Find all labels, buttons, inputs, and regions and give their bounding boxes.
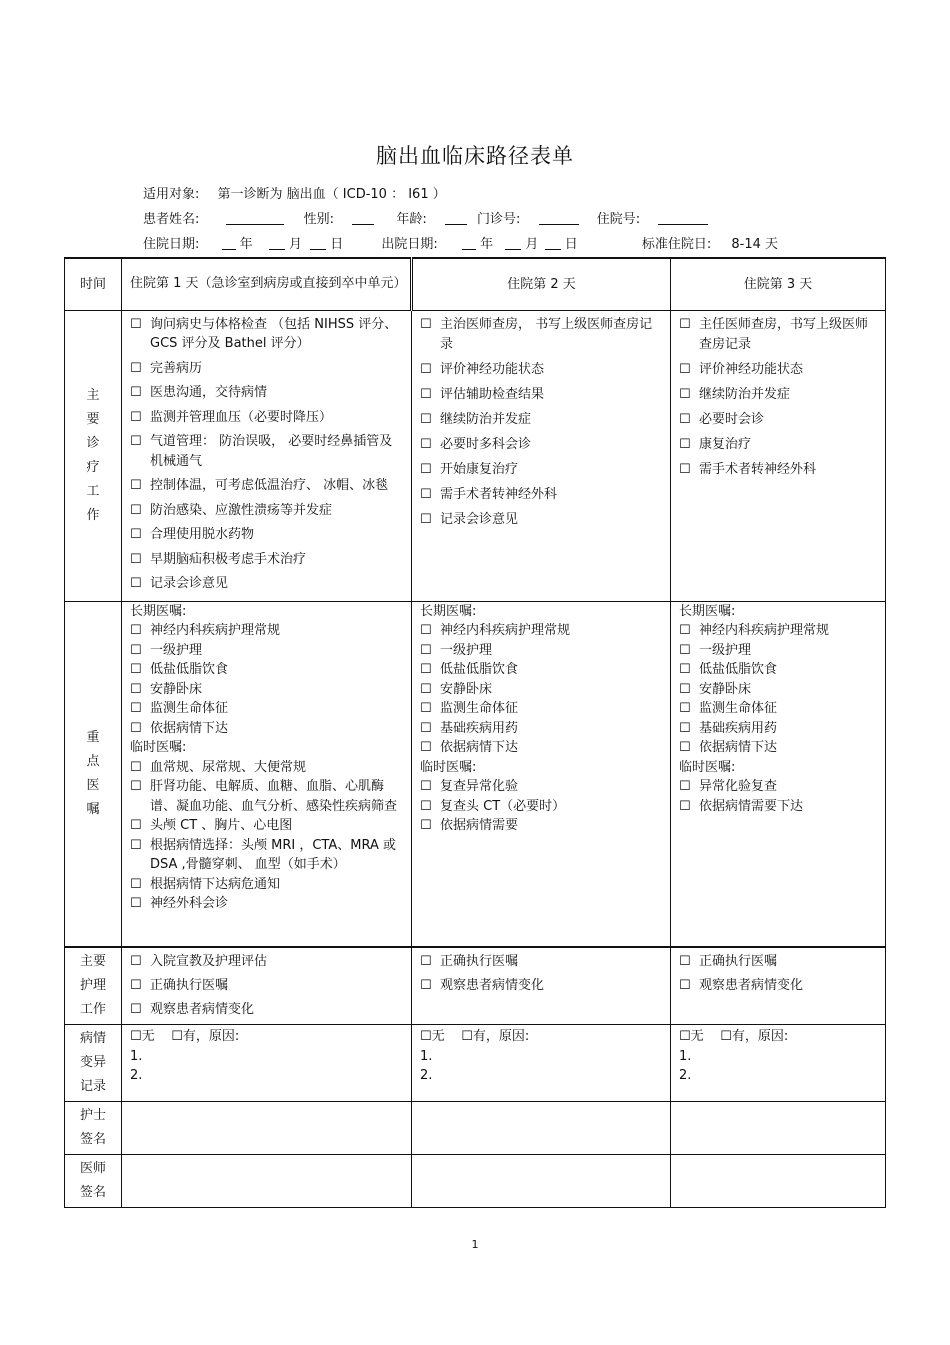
checklist-item — [130, 432, 403, 471]
checkbox[interactable]: ☐ — [679, 779, 691, 794]
checklist-item — [679, 699, 877, 719]
checklist-item-text: 基础疾病用药 — [440, 720, 519, 736]
checkbox[interactable]: ☐ — [420, 740, 432, 755]
temp-orders-label: 临时医嘱: — [130, 740, 187, 755]
checklist-item — [679, 410, 877, 430]
checklist-item — [420, 797, 662, 817]
orders-label: 重 点 医 嘱 — [86, 729, 100, 817]
checklist-item-text: 基础疾病用药 — [699, 720, 778, 736]
checklist-item-text: 需手术者转神经外科 — [699, 461, 817, 477]
row-label-main-work — [65, 310, 122, 601]
checklist-item-text: 安静卧床 — [699, 681, 752, 697]
checklist-item-text: 正确执行医嘱 — [150, 978, 229, 993]
checklist-item — [130, 550, 403, 570]
applicable-value: 第一诊断为 脑出血（ ICD-10 ： I61 ） — [217, 187, 446, 202]
nursing-label: 主要 护理 工作 — [79, 954, 106, 1017]
doctor-sign-label: 医师 签名 — [79, 1161, 106, 1200]
row-label-nurse-sign — [65, 1102, 122, 1155]
long-orders-label: 长期医嘱: — [420, 603, 477, 619]
checklist-item-text: 低盐低脂饮食 — [699, 662, 778, 677]
checklist-item-text: 低盐低脂饮食 — [150, 662, 229, 677]
inpatient-label: 住院号: — [596, 212, 641, 227]
checkbox[interactable]: ☐ — [420, 818, 432, 833]
orders-day2 — [412, 601, 671, 947]
patient-name-field[interactable] — [226, 211, 284, 225]
checkbox[interactable]: ☐ — [130, 551, 142, 567]
admit-day-field[interactable] — [310, 236, 326, 250]
checkbox[interactable]: ☐ — [679, 662, 691, 677]
checklist-item-text: 记录会诊意见 — [440, 511, 519, 527]
checkbox[interactable]: ☐ — [679, 954, 691, 969]
checkbox[interactable]: ☐ — [130, 385, 142, 400]
checklist-item-text: 监测生命体征 — [150, 701, 229, 716]
nursing-day1 — [122, 947, 412, 1025]
checklist-item — [420, 510, 662, 530]
checklist-item-text: 控制体温，可考虑低温治疗、 冰帽、冰毯 — [150, 478, 389, 493]
checklist-item-text: 气道管理： 防治误吸， 必要时经鼻插管及机械通气 — [150, 434, 393, 469]
nurse-sign-day2[interactable] — [412, 1102, 671, 1155]
checklist-item-text: 监测并管理血压（必要时降压） — [150, 409, 333, 425]
admit-day-unit: 日 — [330, 237, 344, 252]
page-title: 脑出血临床路径表单 — [376, 144, 574, 168]
nurse-sign-day3[interactable] — [671, 1102, 886, 1155]
checkbox[interactable]: ☐ — [130, 837, 142, 853]
checklist-item — [679, 460, 877, 480]
checklist-item-text: 肝肾功能、电解质、血糖、血脂、心肌酶谱、凝血功能、血气分析、感染性疾病筛查 — [150, 779, 398, 814]
checkbox[interactable]: ☐ — [679, 720, 691, 736]
checklist-item — [679, 360, 877, 380]
checkbox[interactable]: ☐ — [130, 527, 142, 542]
checklist-item-text: 复查异常化验 — [440, 779, 519, 794]
checklist-item-text: 异常化验复查 — [699, 779, 778, 794]
temp-orders-label: 临时医嘱: — [420, 759, 477, 775]
variance-line-1: 1. — [420, 1048, 433, 1064]
checklist-item-text: 询问病史与体格检查 （包括 NIHSS 评分、 GCS 评分及 Bathel 评分） — [150, 316, 398, 351]
checklist-item-text: 合理使用脱水药物 — [150, 527, 255, 542]
checkbox[interactable]: ☐ — [420, 461, 432, 477]
checklist-item — [420, 385, 662, 405]
checklist-item — [130, 621, 403, 641]
checklist-item-text: 依据病情需要 — [440, 818, 519, 833]
checklist-item — [420, 660, 662, 680]
checklist-item — [420, 621, 662, 641]
checkbox[interactable]: ☐ — [679, 316, 691, 332]
checklist-item-text: 神经内科疾病护理常规 — [150, 623, 281, 638]
checkbox[interactable]: ☐ — [130, 818, 142, 833]
checkbox[interactable]: ☐ — [420, 701, 432, 716]
checklist-item — [420, 485, 662, 505]
checklist-item-text: 监测生命体征 — [440, 701, 519, 716]
checklist-item — [420, 680, 662, 700]
variance-no-option[interactable]: ☐无 — [130, 1029, 155, 1044]
checklist-item-text: 观察患者病情变化 — [440, 978, 545, 993]
checklist-item-text: 一级护理 — [440, 642, 493, 658]
checklist-item-text: 需手术者转神经外科 — [440, 486, 558, 502]
variance-line-2: 2. — [420, 1068, 433, 1083]
checklist-item — [130, 998, 403, 1022]
checklist-item-text: 神经内科疾病护理常规 — [440, 623, 571, 638]
checkbox[interactable]: ☐ — [130, 720, 142, 736]
checklist-item-text: 记录会诊意见 — [150, 576, 229, 591]
checklist-item — [420, 719, 662, 739]
checklist-item-text: 评价神经功能状态 — [699, 361, 804, 377]
checklist-item-text: 完善病历 — [150, 360, 203, 376]
checklist-item — [420, 950, 662, 974]
checkbox[interactable]: ☐ — [130, 478, 142, 493]
patient-line — [143, 208, 708, 227]
checklist-item-text: 正确执行医嘱 — [440, 954, 519, 969]
checklist-item-text: 继续防治并发症 — [440, 411, 532, 427]
discharge-year-unit: 年 — [480, 237, 494, 252]
checkbox[interactable]: ☐ — [130, 759, 142, 775]
checklist-item — [679, 385, 877, 405]
admit-year-unit: 年 — [239, 237, 253, 252]
inpatient-field[interactable] — [658, 211, 708, 225]
admit-year-field[interactable] — [222, 236, 236, 250]
checklist-item — [420, 435, 662, 455]
temp-orders-label: 临时医嘱: — [679, 759, 736, 775]
checkbox[interactable]: ☐ — [420, 720, 432, 736]
checkbox[interactable]: ☐ — [130, 576, 142, 591]
checkbox[interactable]: ☐ — [420, 642, 432, 658]
checklist-item-text: 低盐低脂饮食 — [440, 662, 519, 677]
variance-line-1: 1. — [679, 1048, 692, 1064]
checkbox[interactable]: ☐ — [130, 642, 142, 658]
orders-day1 — [122, 601, 412, 947]
day1-header: 住院第 1 天（急诊室到病房或直接到卒中单元） — [122, 258, 412, 310]
doctor-sign-day2[interactable] — [412, 1155, 671, 1208]
checkbox[interactable]: ☐ — [130, 954, 142, 969]
discharge-month-unit: 月 — [525, 237, 539, 252]
discharge-date-label: 出院日期: — [381, 237, 438, 252]
checklist-item-text: 康复治疗 — [699, 436, 752, 452]
checklist-item — [679, 660, 877, 680]
checkbox[interactable]: ☐ — [420, 486, 432, 502]
checklist-item-text: 监测生命体征 — [699, 701, 778, 716]
time-header: 时间 — [65, 258, 122, 310]
outpatient-label: 门诊号: — [477, 212, 521, 227]
checklist-item-text: 神经外科会诊 — [150, 896, 229, 911]
nursing-day3 — [671, 947, 886, 1025]
checklist-item-text: 安静卧床 — [150, 681, 203, 697]
variance-yes-option[interactable]: ☐有，原因: — [720, 1029, 789, 1044]
checkbox[interactable]: ☐ — [679, 386, 691, 402]
checkbox[interactable]: ☐ — [679, 701, 691, 716]
checklist-item — [130, 660, 403, 680]
checklist-item — [130, 950, 403, 974]
checkbox[interactable]: ☐ — [130, 896, 142, 911]
discharge-day-unit: 日 — [564, 237, 578, 252]
checkbox[interactable]: ☐ — [130, 502, 142, 518]
checkbox[interactable]: ☐ — [130, 876, 142, 892]
checklist-item — [420, 315, 662, 355]
outpatient-field[interactable] — [539, 211, 579, 225]
discharge-month-field[interactable] — [505, 236, 521, 250]
checklist-item — [420, 410, 662, 430]
checklist-item — [679, 974, 877, 998]
nurse-sign-label: 护士 签名 — [79, 1108, 106, 1147]
discharge-year-field[interactable] — [462, 236, 476, 250]
main-work-day3 — [671, 310, 886, 601]
checkbox[interactable]: ☐ — [130, 662, 142, 677]
checkbox[interactable]: ☐ — [130, 681, 142, 697]
row-label-doctor-sign — [65, 1155, 122, 1208]
checklist-item — [130, 836, 403, 875]
variance-day2 — [412, 1025, 671, 1102]
checklist-item — [679, 315, 877, 355]
checkbox[interactable]: ☐ — [420, 681, 432, 697]
checklist-item — [420, 699, 662, 719]
checklist-item — [420, 460, 662, 480]
variance-yes-option[interactable]: ☐有，原因: — [461, 1029, 530, 1044]
checkbox[interactable]: ☐ — [420, 316, 432, 332]
checklist-item — [130, 680, 403, 700]
checklist-item-text: 必要时会诊 — [699, 411, 765, 427]
checkbox[interactable]: ☐ — [679, 681, 691, 697]
checklist-item — [679, 641, 877, 661]
checklist-item — [130, 476, 403, 496]
checklist-item-text: 安静卧床 — [440, 681, 493, 697]
checklist-item — [130, 408, 403, 428]
nursing-day2 — [412, 947, 671, 1025]
checklist-item — [130, 974, 403, 998]
admit-month-unit: 月 — [288, 237, 302, 252]
checklist-item-text: 依据病情下达 — [440, 740, 519, 755]
variance-line-1: 1. — [130, 1048, 143, 1064]
checkbox[interactable]: ☐ — [679, 461, 691, 477]
checkbox[interactable]: ☐ — [420, 361, 432, 377]
checklist-item — [130, 758, 403, 778]
checklist-item-text: 正确执行医嘱 — [699, 954, 778, 969]
checklist-item-text: 一级护理 — [150, 642, 203, 658]
checklist-item — [130, 816, 403, 836]
checklist-item — [679, 621, 877, 641]
std-stay-value: 8-14 天 — [731, 237, 779, 252]
checklist-item-text: 一级护理 — [699, 642, 752, 658]
variance-label: 病情 变异 记录 — [79, 1031, 106, 1094]
checkbox[interactable]: ☐ — [420, 386, 432, 402]
checklist-item — [420, 360, 662, 380]
checkbox[interactable]: ☐ — [130, 434, 142, 449]
checklist-item — [130, 719, 403, 739]
checklist-item-text: 观察患者病情变化 — [699, 978, 804, 993]
doctor-sign-day1[interactable] — [122, 1155, 412, 1208]
checkbox[interactable]: ☐ — [420, 779, 432, 794]
row-label-variance — [65, 1025, 122, 1102]
date-line — [143, 233, 778, 252]
checkbox[interactable]: ☐ — [130, 1002, 142, 1017]
checklist-item-text: 根据病情下达病危通知 — [150, 876, 281, 892]
checklist-item-text: 入院宣教及护理评估 — [150, 954, 268, 969]
variance-day3 — [671, 1025, 886, 1102]
variance-no-option[interactable]: ☐无 — [679, 1029, 704, 1044]
age-label: 年龄: — [396, 212, 427, 227]
checklist-item — [679, 777, 877, 797]
checklist-item-text: 医患沟通，交待病情 — [150, 385, 268, 400]
checklist-item — [679, 435, 877, 455]
checklist-item — [130, 383, 403, 403]
admit-month-field[interactable] — [269, 236, 285, 250]
main-work-day2 — [412, 310, 671, 601]
checklist-item-text: 主治医师查房， 书写上级医师查房记录 — [440, 316, 653, 352]
nurse-sign-day1[interactable] — [122, 1102, 412, 1155]
checklist-item — [130, 359, 403, 379]
sex-label: 性别: — [303, 212, 335, 227]
checklist-item-text: 神经内科疾病护理常规 — [699, 623, 830, 638]
pathway-table — [64, 257, 886, 1208]
patient-name-label: 患者姓名: — [143, 212, 200, 227]
checkbox[interactable]: ☐ — [130, 779, 142, 794]
row-label-nursing — [65, 947, 122, 1025]
checkbox[interactable]: ☐ — [130, 316, 142, 332]
checklist-item — [130, 894, 403, 914]
checkbox[interactable]: ☐ — [420, 978, 432, 993]
checkbox[interactable]: ☐ — [679, 740, 691, 755]
discharge-day-field[interactable] — [545, 236, 561, 250]
checkbox[interactable]: ☐ — [130, 623, 142, 638]
main-work-day1 — [122, 310, 412, 601]
checklist-item — [420, 777, 662, 797]
sex-field[interactable] — [352, 211, 374, 225]
day3-header: 住院第 3 天 — [671, 258, 886, 310]
checklist-item — [130, 777, 403, 816]
variance-yes-option[interactable]: ☐有，原因: — [171, 1029, 240, 1044]
long-orders-label: 长期医嘱: — [679, 603, 736, 619]
checkbox[interactable]: ☐ — [420, 954, 432, 969]
std-stay-label: 标准住院日: — [641, 237, 712, 252]
admit-date-label: 住院日期: — [143, 237, 200, 252]
variance-line-2: 2. — [130, 1068, 143, 1083]
age-field[interactable] — [445, 211, 467, 225]
checkbox[interactable]: ☐ — [420, 436, 432, 452]
checklist-item-text: 必要时多科会诊 — [440, 436, 532, 452]
checkbox[interactable]: ☐ — [420, 411, 432, 427]
checklist-item — [679, 797, 877, 817]
checklist-item — [130, 641, 403, 661]
checkbox[interactable]: ☐ — [420, 623, 432, 638]
checklist-item — [130, 501, 403, 521]
checklist-item — [420, 816, 662, 836]
variance-line-2: 2. — [679, 1068, 692, 1083]
checklist-item — [130, 574, 403, 594]
checklist-item-text: 依据病情下达 — [150, 720, 229, 736]
variance-day1 — [122, 1025, 412, 1102]
checklist-item — [679, 680, 877, 700]
checkbox[interactable]: ☐ — [130, 360, 142, 376]
checkbox[interactable]: ☐ — [420, 662, 432, 677]
checkbox[interactable]: ☐ — [679, 411, 691, 427]
long-orders-label: 长期医嘱: — [130, 603, 187, 619]
checklist-item — [130, 525, 403, 545]
main-work-label: 主 要 诊 疗 工 作 — [86, 387, 100, 523]
checkbox[interactable]: ☐ — [679, 436, 691, 452]
checklist-item-text: 防治感染、应激性溃疡等并发症 — [150, 502, 333, 518]
checklist-item-text: 依据病情下达 — [699, 740, 778, 755]
checklist-item-text: 评估辅助检查结果 — [440, 386, 545, 402]
checklist-item-text: 主任医师查房，书写上级医师查房记录 — [699, 316, 869, 352]
checkbox[interactable]: ☐ — [130, 978, 142, 993]
applicable-line — [143, 183, 446, 202]
page-number: 1 — [471, 1238, 479, 1251]
checklist-item-text: 评价神经功能状态 — [440, 361, 545, 377]
checklist-item-text: 根据病情选择：头颅 MRI ，CTA、MRA 或 DSA ,骨髓穿刺、 血型（如手术） — [150, 837, 396, 872]
checklist-item-text: 依据病情需要下达 — [699, 798, 804, 814]
orders-day3 — [671, 601, 886, 947]
checklist-item-text: 早期脑疝积极考虑手术治疗 — [150, 551, 307, 567]
checklist-item-text: 头颅 CT 、胸片、心电图 — [150, 818, 293, 833]
day2-header: 住院第 2 天 — [412, 258, 671, 310]
checklist-item-text: 复查头 CT（必要时） — [440, 798, 566, 814]
checklist-item — [679, 719, 877, 739]
checklist-item-text: 开始康复治疗 — [440, 461, 519, 477]
checklist-item — [130, 315, 403, 354]
checkbox[interactable]: ☐ — [130, 409, 142, 425]
checklist-item-text: 血常规、尿常规、大便常规 — [150, 759, 307, 775]
checkbox[interactable]: ☐ — [679, 978, 691, 993]
doctor-sign-day3[interactable] — [671, 1155, 886, 1208]
checklist-item — [130, 875, 403, 895]
checkbox[interactable]: ☐ — [420, 511, 432, 527]
checklist-item — [130, 699, 403, 719]
applicable-label: 适用对象: — [143, 187, 200, 202]
checklist-item-text: 继续防治并发症 — [699, 386, 791, 402]
checkbox[interactable]: ☐ — [679, 798, 691, 814]
checklist-item-text: 观察患者病情变化 — [150, 1002, 255, 1017]
checklist-item — [420, 738, 662, 758]
variance-no-option[interactable]: ☐无 — [420, 1029, 445, 1044]
checklist-item — [679, 738, 877, 758]
checkbox[interactable]: ☐ — [130, 701, 142, 716]
row-label-orders — [65, 601, 122, 947]
checkbox[interactable]: ☐ — [679, 642, 691, 658]
checklist-item — [420, 974, 662, 998]
checkbox[interactable]: ☐ — [679, 623, 691, 638]
checkbox[interactable]: ☐ — [420, 798, 432, 814]
checklist-item — [420, 641, 662, 661]
checkbox[interactable]: ☐ — [679, 361, 691, 377]
checklist-item — [679, 950, 877, 974]
